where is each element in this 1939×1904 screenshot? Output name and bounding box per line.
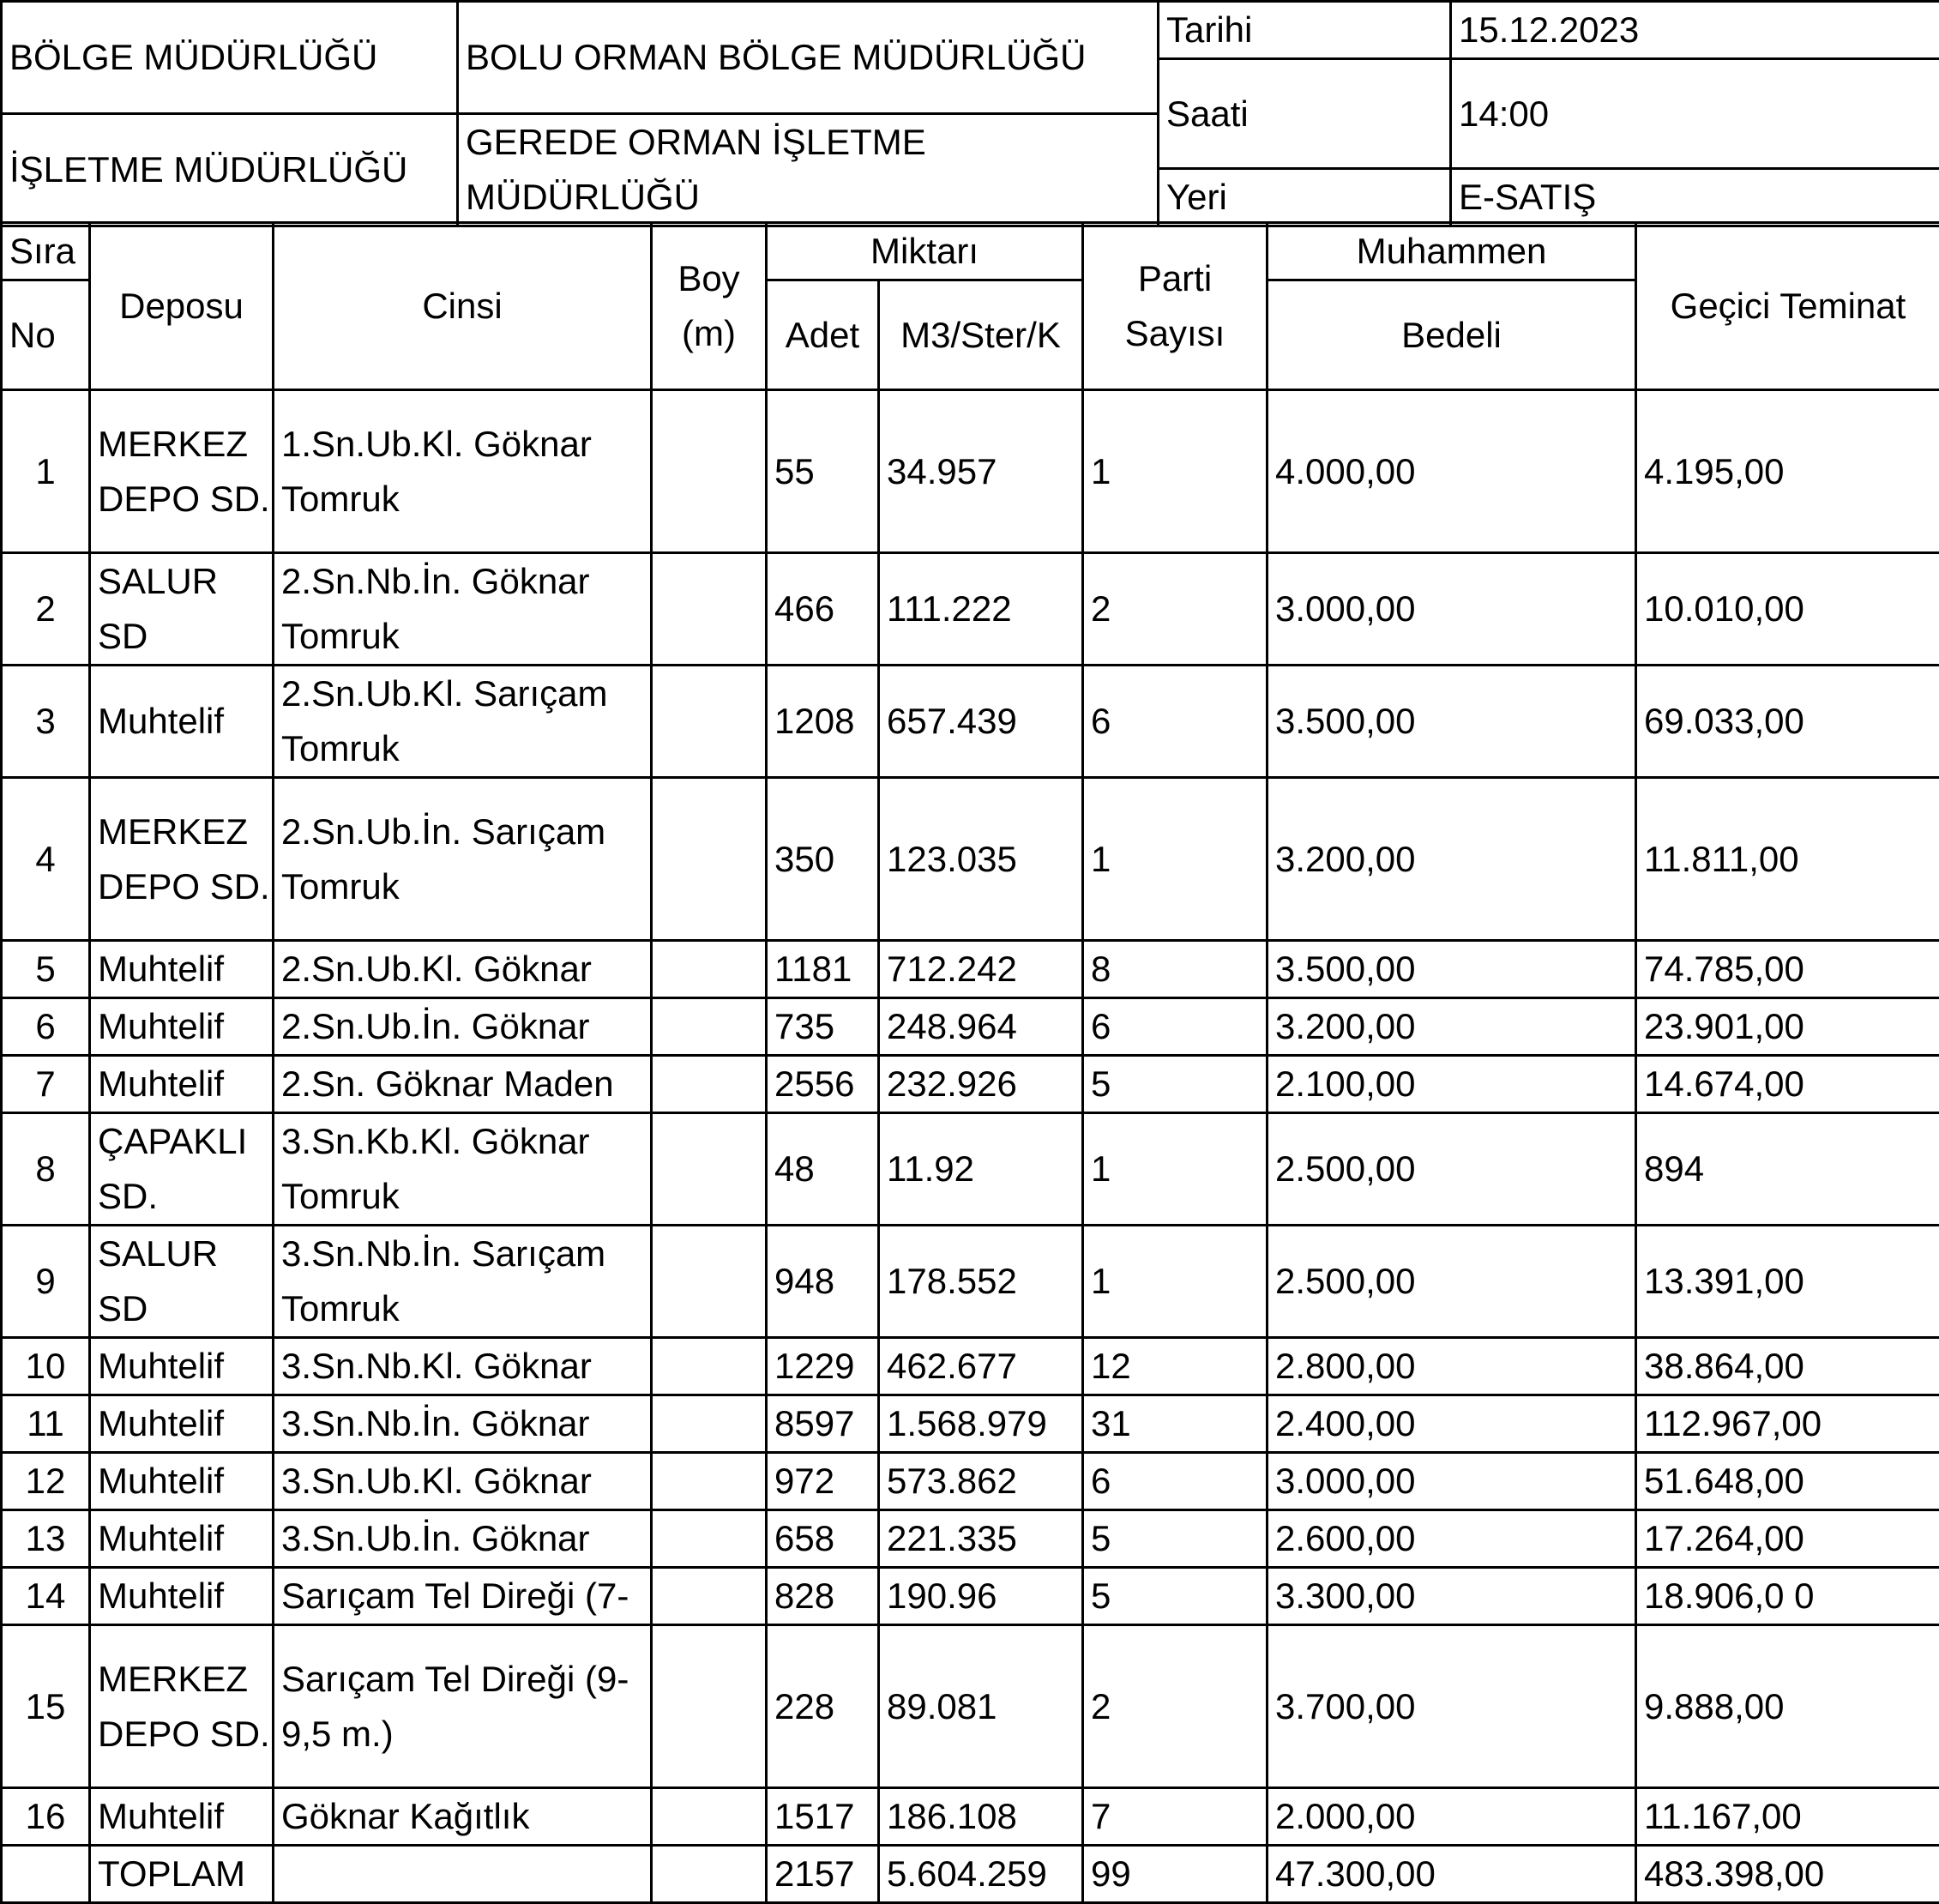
row-m3: 123.035 — [879, 778, 1083, 941]
table-row — [2, 1568, 1939, 1625]
table-row — [2, 1395, 1939, 1453]
bolge-label: BÖLGE MÜDÜRLÜĞÜ — [2, 2, 458, 114]
row-m3: 34.957 — [879, 390, 1083, 553]
row-cins: 2.Sn.Nb.İn. Göknar Tomruk — [274, 553, 652, 666]
row-adet: 735 — [767, 998, 879, 1056]
row-parti: 31 — [1083, 1395, 1268, 1453]
sales-table — [0, 221, 1939, 1904]
row-bedel: 3.000,00 — [1268, 1453, 1636, 1510]
row-depo: Muhtelif — [90, 666, 274, 778]
row-parti: 1 — [1083, 1226, 1268, 1338]
col-boy: Boy (m) — [652, 223, 767, 390]
row-parti: 8 — [1083, 941, 1268, 998]
isletme-value: GEREDE ORMAN İŞLETME MÜDÜRLÜĞÜ — [458, 114, 1159, 226]
row-parti: 5 — [1083, 1568, 1268, 1625]
row-adet: 658 — [767, 1510, 879, 1568]
table-row — [2, 553, 1939, 666]
table-row — [2, 778, 1939, 941]
row-boy — [652, 778, 767, 941]
col-adet: Adet — [767, 280, 879, 390]
table-row — [2, 390, 1939, 553]
row-cins: 3.Sn.Nb.Kl. Göknar — [274, 1338, 652, 1395]
row-depo: Muhtelif — [90, 1788, 274, 1846]
row-cins: 1.Sn.Ub.Kl. Göknar Tomruk — [274, 390, 652, 553]
yer-value: E-SATIŞ — [1451, 169, 1939, 226]
row-boy — [652, 1395, 767, 1453]
table-row — [2, 1788, 1939, 1846]
total-row-m3: 5.604.259 — [879, 1846, 1083, 1903]
row-teminat: 11.811,00 — [1636, 778, 1939, 941]
row-bedel: 3.500,00 — [1268, 666, 1636, 778]
row-depo: SALUR SD — [90, 1226, 274, 1338]
row-depo: MERKEZ DEPO SD. — [90, 778, 274, 941]
tarih-value: 15.12.2023 — [1451, 2, 1939, 59]
row-teminat: 112.967,00 — [1636, 1395, 1939, 1453]
row-m3: 462.677 — [879, 1338, 1083, 1395]
row-parti: 1 — [1083, 778, 1268, 941]
row-cins: 3.Sn.Kb.Kl. Göknar Tomruk — [274, 1113, 652, 1226]
row-m3: 232.926 — [879, 1056, 1083, 1113]
table-row — [2, 666, 1939, 778]
row-cins: Sarıçam Tel Direği (9-9,5 m.) — [274, 1625, 652, 1788]
row-depo: Muhtelif — [90, 941, 274, 998]
row-teminat: 74.785,00 — [1636, 941, 1939, 998]
row-parti: 12 — [1083, 1338, 1268, 1395]
row-teminat: 10.010,00 — [1636, 553, 1939, 666]
row-parti: 5 — [1083, 1056, 1268, 1113]
row-teminat: 11.167,00 — [1636, 1788, 1939, 1846]
row-depo: SALUR SD — [90, 553, 274, 666]
table-row — [2, 1113, 1939, 1226]
row-m3: 111.222 — [879, 553, 1083, 666]
row-bedel: 2.500,00 — [1268, 1226, 1636, 1338]
row-depo: Muhtelif — [90, 1453, 274, 1510]
row-depo: Muhtelif — [90, 1510, 274, 1568]
row-teminat: 13.391,00 — [1636, 1226, 1939, 1338]
row-no: 5 — [2, 941, 90, 998]
row-no: 1 — [2, 390, 90, 553]
row-boy — [652, 1453, 767, 1510]
row-adet: 972 — [767, 1453, 879, 1510]
bolge-value: BOLU ORMAN BÖLGE MÜDÜRLÜĞÜ — [458, 2, 1159, 114]
row-parti: 6 — [1083, 1453, 1268, 1510]
row-cins: 2.Sn. Göknar Maden — [274, 1056, 652, 1113]
row-m3: 89.081 — [879, 1625, 1083, 1788]
row-bedel: 2.600,00 — [1268, 1510, 1636, 1568]
row-teminat: 18.906,0 0 — [1636, 1568, 1939, 1625]
row-no: 2 — [2, 553, 90, 666]
row-parti: 1 — [1083, 1113, 1268, 1226]
row-cins: Göknar Kağıtlık — [274, 1788, 652, 1846]
row-depo: Muhtelif — [90, 1338, 274, 1395]
tarih-label: Tarihi — [1159, 2, 1451, 59]
row-m3: 11.92 — [879, 1113, 1083, 1226]
col-miktari: Miktarı — [767, 223, 1083, 280]
row-bedel: 3.300,00 — [1268, 1568, 1636, 1625]
row-cins: 2.Sn.Ub.İn. Göknar — [274, 998, 652, 1056]
row-no: 11 — [2, 1395, 90, 1453]
col-bedeli: Bedeli — [1268, 280, 1636, 390]
col-m3: M3/Ster/K — [879, 280, 1083, 390]
row-boy — [652, 666, 767, 778]
row-cins: 3.Sn.Nb.İn. Göknar — [274, 1395, 652, 1453]
row-adet: 350 — [767, 778, 879, 941]
saat-value: 14:00 — [1451, 59, 1939, 169]
row-adet: 1208 — [767, 666, 879, 778]
row-m3: 573.862 — [879, 1453, 1083, 1510]
row-boy — [652, 1056, 767, 1113]
row-adet: 1229 — [767, 1338, 879, 1395]
row-bedel: 2.400,00 — [1268, 1395, 1636, 1453]
yer-label: Yeri — [1159, 169, 1451, 226]
row-bedel: 3.200,00 — [1268, 998, 1636, 1056]
total-row-bedel: 47.300,00 — [1268, 1846, 1636, 1903]
row-teminat: 4.195,00 — [1636, 390, 1939, 553]
row-no: 3 — [2, 666, 90, 778]
row-depo: Muhtelif — [90, 998, 274, 1056]
row-adet: 8597 — [767, 1395, 879, 1453]
row-cins: 2.Sn.Ub.Kl. Göknar — [274, 941, 652, 998]
row-m3: 190.96 — [879, 1568, 1083, 1625]
row-depo: Muhtelif — [90, 1395, 274, 1453]
row-parti: 2 — [1083, 1625, 1268, 1788]
table-row — [2, 1453, 1939, 1510]
row-teminat: 14.674,00 — [1636, 1056, 1939, 1113]
row-no: 4 — [2, 778, 90, 941]
row-adet: 466 — [767, 553, 879, 666]
row-depo: MERKEZ DEPO SD. — [90, 1625, 274, 1788]
row-adet: 828 — [767, 1568, 879, 1625]
row-no: 7 — [2, 1056, 90, 1113]
row-no: 13 — [2, 1510, 90, 1568]
row-adet: 1517 — [767, 1788, 879, 1846]
row-adet: 2556 — [767, 1056, 879, 1113]
total-row — [2, 1846, 1939, 1903]
row-bedel: 4.000,00 — [1268, 390, 1636, 553]
total-row-boy — [652, 1846, 767, 1903]
row-bedel: 2.100,00 — [1268, 1056, 1636, 1113]
row-boy — [652, 1338, 767, 1395]
row-boy — [652, 1788, 767, 1846]
row-cins: 3.Sn.Nb.İn. Sarıçam Tomruk — [274, 1226, 652, 1338]
table-row — [2, 1056, 1939, 1113]
col-parti: Parti Sayısı — [1083, 223, 1268, 390]
row-boy — [652, 1113, 767, 1226]
row-cins: 3.Sn.Ub.İn. Göknar — [274, 1510, 652, 1568]
table-row — [2, 1338, 1939, 1395]
row-m3: 248.964 — [879, 998, 1083, 1056]
row-bedel: 2.000,00 — [1268, 1788, 1636, 1846]
header-table — [0, 0, 1939, 227]
row-m3: 178.552 — [879, 1226, 1083, 1338]
table-row — [2, 941, 1939, 998]
row-teminat: 23.901,00 — [1636, 998, 1939, 1056]
row-cins: 2.Sn.Ub.İn. Sarıçam Tomruk — [274, 778, 652, 941]
table-row — [2, 1625, 1939, 1788]
row-bedel: 2.800,00 — [1268, 1338, 1636, 1395]
row-m3: 221.335 — [879, 1510, 1083, 1568]
row-bedel: 3.200,00 — [1268, 778, 1636, 941]
total-row-depo: TOPLAM — [90, 1846, 274, 1903]
row-adet: 55 — [767, 390, 879, 553]
row-boy — [652, 1510, 767, 1568]
row-boy — [652, 941, 767, 998]
col-sira-top: Sıra — [2, 223, 90, 280]
col-cinsi: Cinsi — [274, 223, 652, 390]
total-row-parti: 99 — [1083, 1846, 1268, 1903]
total-row-teminat: 483.398,00 — [1636, 1846, 1939, 1903]
row-teminat: 9.888,00 — [1636, 1625, 1939, 1788]
row-m3: 1.568.979 — [879, 1395, 1083, 1453]
row-no: 16 — [2, 1788, 90, 1846]
col-teminat: Geçici Teminat — [1636, 223, 1939, 390]
table-row — [2, 1510, 1939, 1568]
row-boy — [652, 1625, 767, 1788]
row-m3: 186.108 — [879, 1788, 1083, 1846]
isletme-label: İŞLETME MÜDÜRLÜĞÜ — [2, 114, 458, 226]
col-deposu: Deposu — [90, 223, 274, 390]
row-m3: 712.242 — [879, 941, 1083, 998]
row-depo: ÇAPAKLI SD. — [90, 1113, 274, 1226]
row-no: 6 — [2, 998, 90, 1056]
row-adet: 228 — [767, 1625, 879, 1788]
row-teminat: 51.648,00 — [1636, 1453, 1939, 1510]
row-teminat: 69.033,00 — [1636, 666, 1939, 778]
row-adet: 1181 — [767, 941, 879, 998]
row-adet: 48 — [767, 1113, 879, 1226]
total-row-cins — [274, 1846, 652, 1903]
row-boy — [652, 390, 767, 553]
row-m3: 657.439 — [879, 666, 1083, 778]
saat-label: Saati — [1159, 59, 1451, 169]
row-adet: 948 — [767, 1226, 879, 1338]
row-teminat: 17.264,00 — [1636, 1510, 1939, 1568]
total-row-no — [2, 1846, 90, 1903]
col-muhammen: Muhammen — [1268, 223, 1636, 280]
row-depo: MERKEZ DEPO SD. — [90, 390, 274, 553]
row-depo: Muhtelif — [90, 1056, 274, 1113]
row-bedel: 3.000,00 — [1268, 553, 1636, 666]
total-row-adet: 2157 — [767, 1846, 879, 1903]
row-no: 9 — [2, 1226, 90, 1338]
row-no: 14 — [2, 1568, 90, 1625]
table-row — [2, 998, 1939, 1056]
row-boy — [652, 553, 767, 666]
row-bedel: 2.500,00 — [1268, 1113, 1636, 1226]
row-boy — [652, 1568, 767, 1625]
row-teminat: 38.864,00 — [1636, 1338, 1939, 1395]
row-no: 15 — [2, 1625, 90, 1788]
row-cins: 3.Sn.Ub.Kl. Göknar — [274, 1453, 652, 1510]
row-parti: 1 — [1083, 390, 1268, 553]
row-bedel: 3.500,00 — [1268, 941, 1636, 998]
row-cins: Sarıçam Tel Direği (7- — [274, 1568, 652, 1625]
row-bedel: 3.700,00 — [1268, 1625, 1636, 1788]
row-no: 8 — [2, 1113, 90, 1226]
row-depo: Muhtelif — [90, 1568, 274, 1625]
row-parti: 6 — [1083, 998, 1268, 1056]
table-row — [2, 1226, 1939, 1338]
col-sira-bottom: No — [2, 280, 90, 390]
row-parti: 2 — [1083, 553, 1268, 666]
row-boy — [652, 1226, 767, 1338]
row-cins: 2.Sn.Ub.Kl. Sarıçam Tomruk — [274, 666, 652, 778]
row-no: 10 — [2, 1338, 90, 1395]
row-teminat: 894 — [1636, 1113, 1939, 1226]
row-parti: 5 — [1083, 1510, 1268, 1568]
row-parti: 6 — [1083, 666, 1268, 778]
row-boy — [652, 998, 767, 1056]
table-body — [2, 390, 1939, 1903]
row-parti: 7 — [1083, 1788, 1268, 1846]
row-no: 12 — [2, 1453, 90, 1510]
